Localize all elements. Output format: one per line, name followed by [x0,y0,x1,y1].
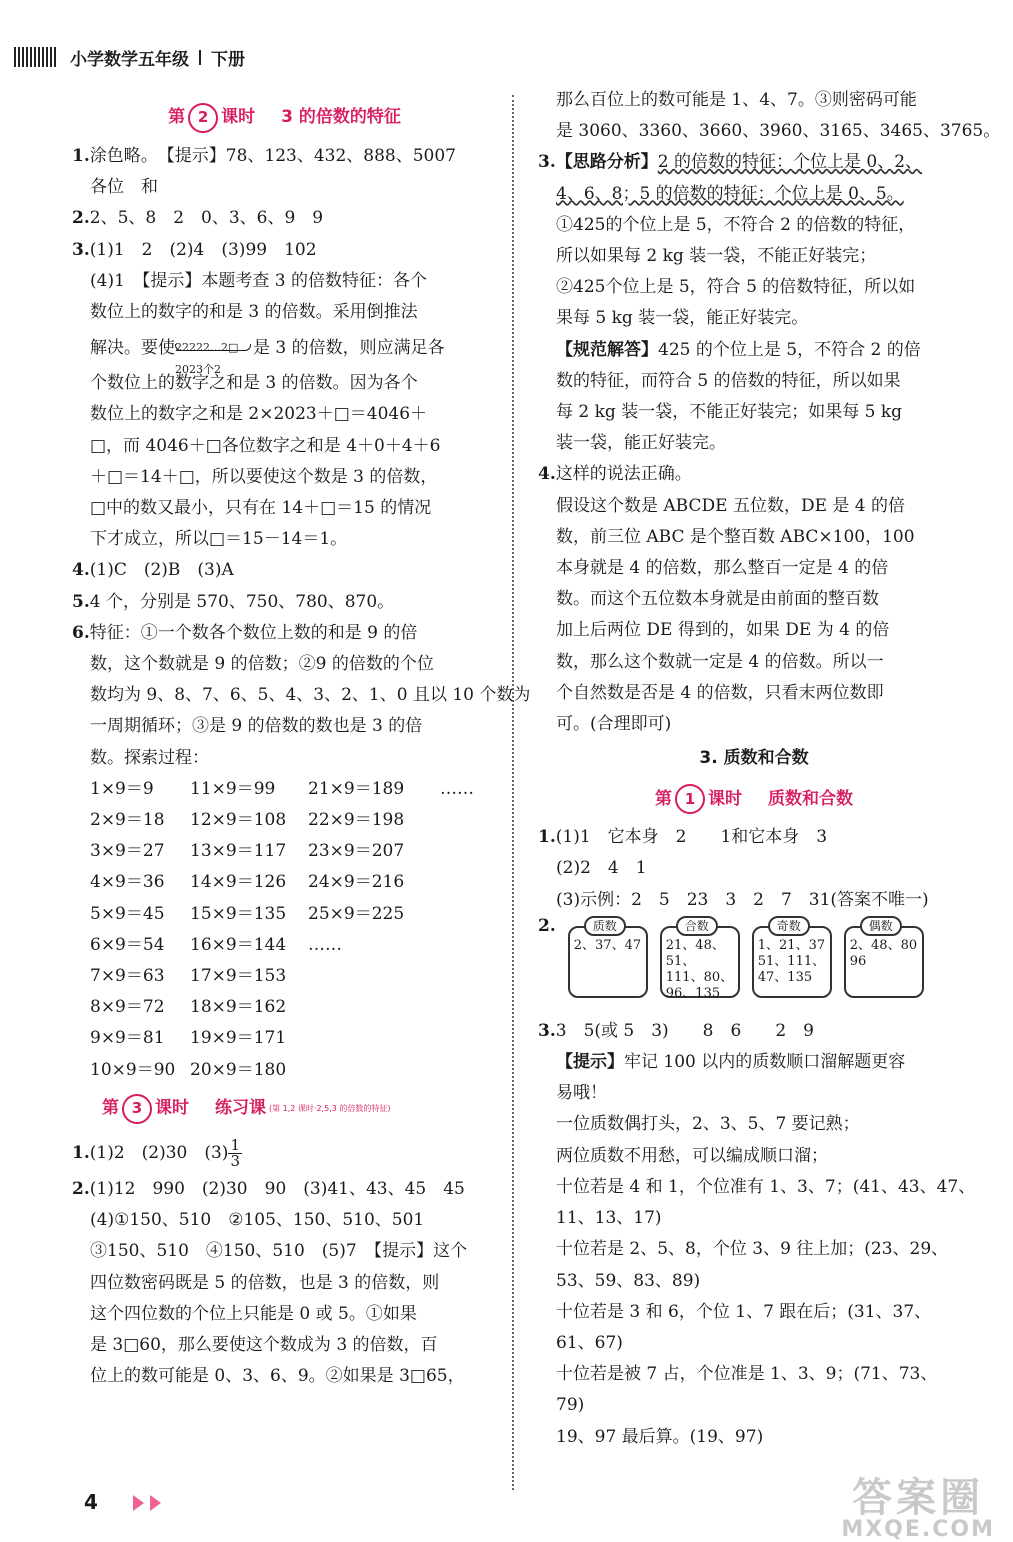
lesson-note: (第 1,2 课时·2,5,3 的倍数的特征) [269,1104,391,1114]
table-row: 6×9＝54 16×9＝144 …… [90,934,342,955]
answer-line: 十位若是被 7 占，个位准是 1、3、9；(71、73、 [556,1364,938,1385]
answer-line: 1.(1)2 (2)30 (3) $\frac{1}{3}$ [72,1135,240,1170]
book-volume: 下册 [211,49,245,70]
answer-line: 61、67) [556,1332,623,1353]
table-row: 8×9＝72 18×9＝162 [90,997,287,1018]
answer-line: 是 3□60，那么要使这个数成为 3 的倍数，百 [90,1334,438,1355]
answer-line: □，而 4046＋□各位数字之和是 4＋0＋4＋6 [90,435,441,456]
lesson-3-title: 第 3 课时 练习课 (第 1,2 课时·2,5,3 的倍数的特征) [72,1086,497,1132]
answer-line: ③150、510 ④150、510 (5)7 【提示】这个 [90,1241,468,1262]
answer-line: 【规范解答】425 的个位上是 5，不符合 2 的倍 [556,339,921,360]
table-row: 5×9＝45 15×9＝135 25×9＝225 [90,903,405,924]
table-row: 3×9＝27 13×9＝117 23×9＝207 [90,841,405,862]
answer-line: 数位上的数字之和是 2×2023＋□＝4046＋ [90,404,428,425]
page-number: 4 [84,1490,98,1514]
answer-line: 19、97 最后算。(19、97) [556,1426,764,1447]
page-header [14,44,245,70]
answer-line: 数，这个数就是 9 的倍数；②9 的倍数的个位 [90,654,434,675]
answer-line: 数。而这个五位数本身就是由前面的整百数 [556,589,879,610]
table-row: 1×9＝9 11×9＝99 21×9＝189 …… [90,778,474,799]
answer-line: 个数位上的数字之和是 3 的倍数。因为各个 [90,373,418,394]
lesson-post: 课时 [221,107,256,128]
answer-line: 【提示】牢记 100 以内的质数顺口溜解题更容 [556,1052,906,1073]
answer-line: 是 3060、3360、3660、3960、3165、3465、3765。 [556,121,1001,142]
answer-line: (2)2 4 1 [556,858,647,879]
answer-line: 3.(1)1 2 (2)4 (3)99 102 [72,239,317,260]
multiplication-table [72,774,497,1086]
answer-line: 4.(1)C (2)B (3)A [72,560,234,581]
answer-line: □中的数又最小，只有在 14＋□＝15 的情况 [90,498,432,519]
answer-line: 数的特征，而符合 5 的倍数的特征，所以如果 [556,370,901,391]
answer-line: 4、6、8；5 的倍数的特征：个位上是 0、5。 [556,183,904,204]
column-divider [512,95,514,1490]
answer-line: 四位数密码既是 5 的倍数，也是 3 的倍数，则 [90,1272,440,1293]
table-row: 4×9＝36 14×9＝126 24×9＝216 [90,872,405,893]
book-title: 小学数学五年级 [70,49,189,70]
lesson-number-badge: 1 [675,784,705,814]
answer-line: 数均为 9、8、7、6、5、4、3、2、1、0 且以 10 个数为 [90,685,531,706]
answer-line: 一位质数偶打头，2、3、5、7 要记熟； [556,1114,860,1135]
answer-line: (4)1 【提示】本题考查 3 的倍数特征：各个 [90,270,428,291]
table-row: 2×9＝18 12×9＝108 22×9＝198 [90,810,405,831]
answer-line: 所以如果每 2 kg 装一袋，不能正好装完； [556,246,877,267]
answer-line: 可。(合理即可) [556,714,672,735]
answer-line: 本身就是 4 的倍数，那么整百一定是 4 的倍 [556,558,889,579]
answer-line: 位上的数可能是 0、3、6、9。②如果是 3□65， [90,1366,465,1387]
answer-line: 两位质数不用愁，可以编成顺口溜； [556,1145,828,1166]
prime-box: 质数 2、37、47 [568,926,648,998]
section-title: 3. 质数和合数 [699,748,809,769]
barcode-decoration [14,47,58,67]
answer-line: 装一袋，能正好装完。 [556,433,726,454]
answer-line: 下才成立，所以□＝15－14＝1。 [90,529,348,550]
answer-line: 假设这个数是 ABCDE 五位数，DE 是 4 的倍 [556,495,906,516]
triangle-arrow-icon [150,1495,161,1511]
answer-line: 3.3 5(或 5 3) 8 6 2 9 [538,1020,814,1041]
answer-line: 果每 5 kg 装一袋，能正好装完。 [556,308,809,329]
lesson-name: 3 的倍数的特征 [281,107,401,128]
answer-line: ＋□＝14＋□，所以要使这个数是 3 的倍数， [90,466,438,487]
answer-line: 53、59、83、89) [556,1270,701,1291]
table-row: 10×9＝90 20×9＝180 [90,1059,287,1080]
even-box: 偶数 2、48、80 96 [844,926,924,998]
answer-line: ②425个位上是 5，符合 5 的倍数特征，所以如 [556,277,916,298]
answer-line: 易哦！ [556,1083,607,1104]
answer-line: 3.【思路分析】2 的倍数的特征：个位上是 0、2、 [538,152,923,173]
answer-line: 数。探索过程： [90,747,209,768]
answer-line: ①425的个位上是 5，不符合 2 的倍数的特征， [556,214,916,235]
underbrace-number: 22222…2□ 2023个2 [175,334,253,364]
composite-box: 合数 21、48、51、 111、80、 96、135 [660,926,740,998]
answer-line: 加上后两位 DE 得到的，如果 DE 为 4 的倍 [556,620,890,641]
answer-line: 1.(1)1 它本身 2 1和它本身 3 [538,827,828,848]
header-separator [199,50,201,65]
answer-line: 十位若是 3 和 6，个位 1、7 跟在后；(31、37、 [556,1301,932,1322]
answer-line: 数，那么这个数就一定是 4 的倍数。所以一 [556,651,884,672]
answer-line: 这个四位数的个位上只能是 0 或 5。①如果 [90,1303,417,1324]
fraction: $\frac{1}{3}$ [230,1135,240,1170]
answer-line: 每 2 kg 装一袋，不能正好装完；如果每 5 kg [556,402,903,423]
table-row: 9×9＝81 19×9＝171 [90,1028,287,1049]
answer-line: 4.这样的说法正确。 [538,464,692,485]
answer-line: 数，前三位 ABC 是个整百数 ABC×100，100 [556,526,915,547]
answer-line: (3)示例：2 5 23 3 2 7 31(答案不唯一) [556,889,929,910]
answer-line: 11、13、17) [556,1208,662,1229]
lesson-number-badge: 3 [122,1094,152,1124]
triangle-arrow-icon [133,1495,144,1511]
odd-box: 奇数 1、21、37 51、111、 47、135 [752,926,832,998]
answer-line: 十位若是 2、5、8，个位 3、9 往上加；(23、29、 [556,1239,949,1260]
table-row: 7×9＝63 17×9＝153 [90,966,287,987]
answer-line: 2.(1)12 990 (2)30 90 (3)41、43、45 45 [72,1178,465,1199]
answer-line: 十位若是 4 和 1，个位准有 1、3、7；(41、43、47、 [556,1176,976,1197]
watermark-logo: 答案圈 MXQE.COM [841,1475,995,1542]
answer-line: 79) [556,1395,585,1416]
answer-line: 5.4 个，分别是 570、750、780、870。 [72,591,395,612]
answer-line: 6.特征：①一个数各个数位上数的和是 9 的倍 [72,622,418,643]
right-column [538,85,1001,1453]
answer-line: 一周期循环；③是 9 的倍数的数也是 3 的倍 [90,716,423,737]
answer-line: 数位上的数字的和是 3 的倍数。采用倒推法 [90,302,418,323]
classification-boxes: 2. 质数 2、37、47 合数 21、48、51、 111、80、 96、135 奇数 1、21、37 51、111、 47、135 偶数 2、48、80 96 [538,916,970,1016]
lesson-pre: 第 [168,107,186,128]
answer-line: 那么百位上的数可能是 1、4、7。③则密码可能 [556,90,917,110]
answer-line: (4)①150、510 ②105、150、510、501 [90,1210,425,1231]
answer-line: 2.2、5、8 2 0、3、6、9 9 [72,208,324,229]
answer-line: 1.涂色略。 【提示】78、123、432、888、5007 [72,146,456,166]
answer-line: 各位 和 [90,177,158,198]
lesson-number-badge: 2 [188,103,218,133]
lesson-1-title: 第 1 课时 质数和合数 [538,776,970,822]
left-column [72,95,531,1392]
lesson-2-title [72,95,497,141]
answer-line: 解决。要使 22222…2□ 2023个2 是 3 的倍数，则应满足各 [72,328,497,368]
answer-line: 个自然数是否是 4 的倍数，只看末两位数即 [556,682,884,703]
